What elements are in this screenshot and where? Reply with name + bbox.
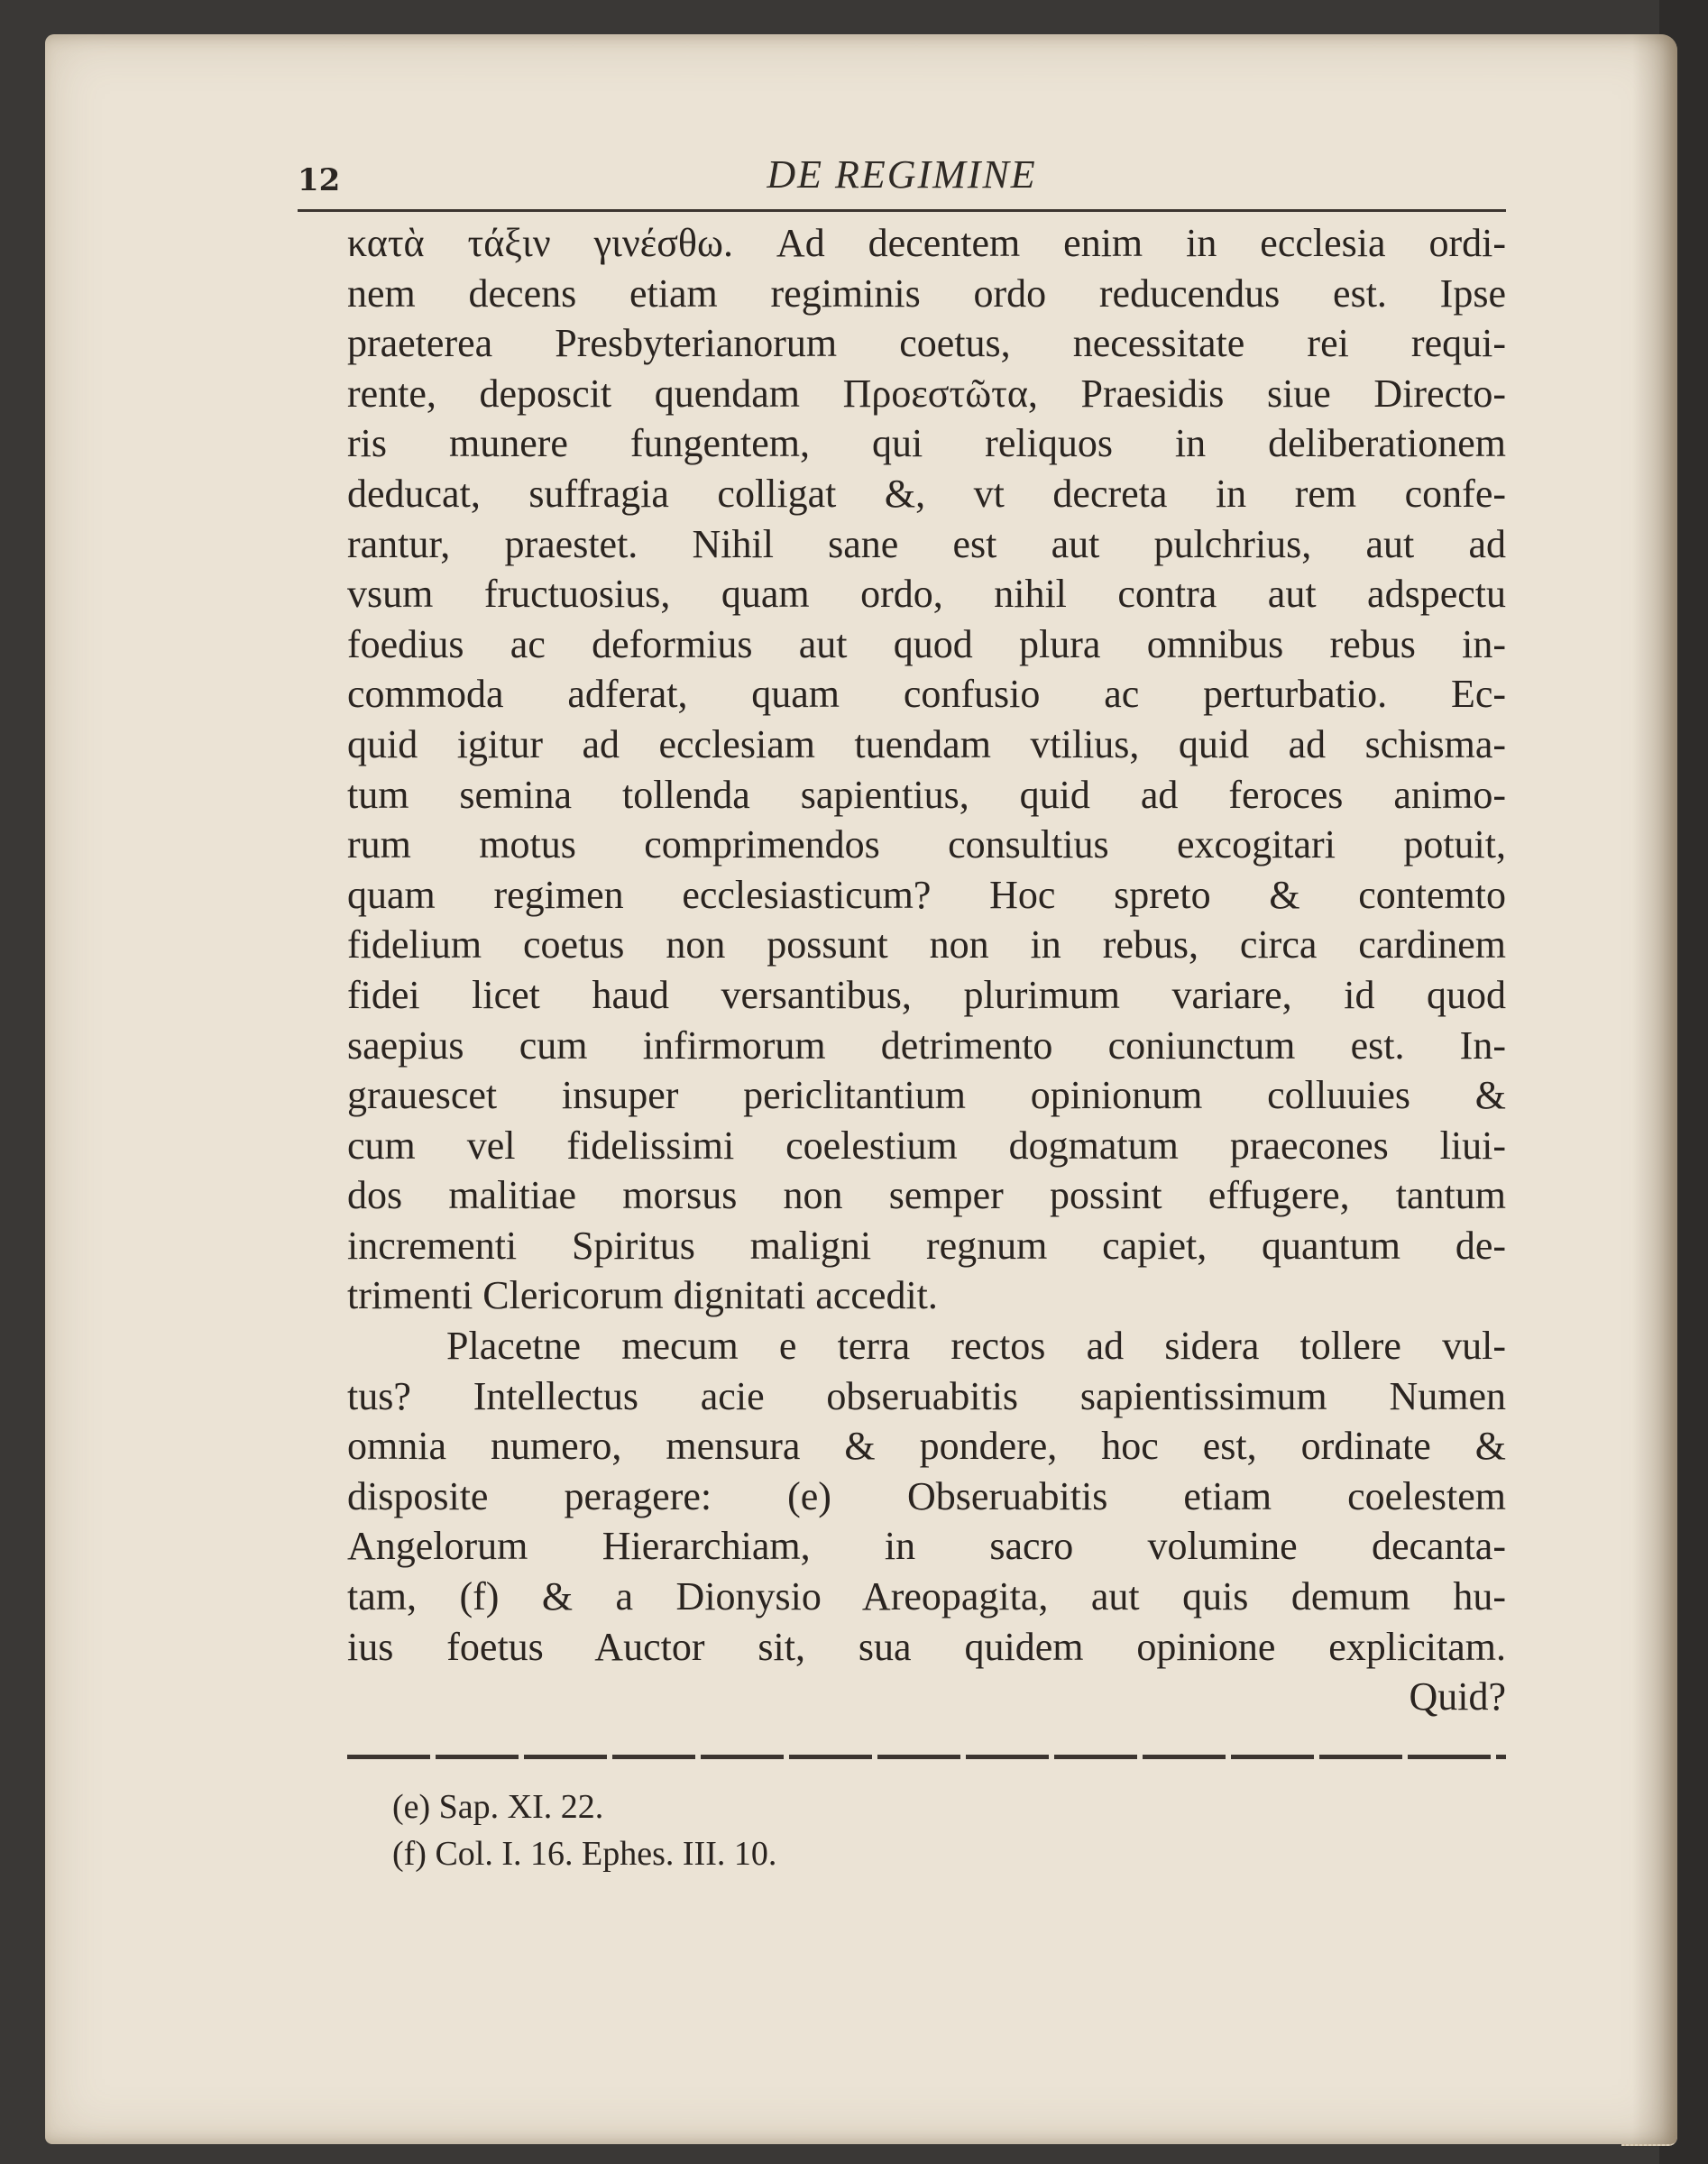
page-number: 12 bbox=[298, 162, 341, 198]
text-line: κατὰ τάξιν γινέσθω. Ad decentem enim in ecclesia ordi- bbox=[347, 221, 1506, 265]
text-line: fidelium coetus non possunt non in rebus, circa cardinem bbox=[347, 922, 1506, 967]
text-line: cum vel fidelissimi coelestium dogmatum praecones liui- bbox=[347, 1123, 1506, 1168]
page-header bbox=[298, 135, 1506, 207]
text-line: rantur, praestet. Nihil sane est aut pulchrius, aut ad bbox=[347, 521, 1506, 566]
text-line: nem decens etiam regiminis ordo reducendus est. Ipse bbox=[347, 270, 1506, 316]
text-line: rum motus comprimendos consultius excogitari potuit, bbox=[347, 822, 1506, 867]
gutter-shadow bbox=[1632, 34, 1677, 2144]
text-line: ius foetus Auctor sit, sua quidem opinione explicitam. bbox=[347, 1624, 1506, 1669]
text-line: Angelorum Hierarchiam, in sacro volumine decanta- bbox=[347, 1524, 1506, 1569]
text-line: incrementi Spiritus maligni regnum capiet, quantum de- bbox=[347, 1223, 1506, 1268]
text-line: vsum fructuosius, quam ordo, nihil contra aut adspectu bbox=[347, 572, 1506, 617]
text-line: rente, deposcit quendam Προεστῶτα, Praesidis siue Directo- bbox=[347, 371, 1506, 416]
text-line: deducat, suffragia colligat &, vt decreta in rem confe- bbox=[347, 471, 1506, 516]
text-line: dos malitiae morsus non semper possint effugere, tantum bbox=[347, 1173, 1506, 1218]
text-line: Placetne mecum e terra rectos ad sidera tollere vul- bbox=[446, 1324, 1506, 1369]
text-line: saepius cum infirmorum detrimento coniunctum est. In- bbox=[347, 1022, 1506, 1068]
text-line: grauescet insuper periclitantium opinionum colluuies & bbox=[347, 1073, 1506, 1118]
text-line: trimenti Clericorum dignitati accedit. bbox=[347, 1273, 938, 1318]
footnotes bbox=[392, 1783, 776, 1877]
catchword: Quid? bbox=[1409, 1674, 1506, 1719]
text-line: quid igitur ad ecclesiam tuendam vtilius, quid ad schisma- bbox=[347, 721, 1506, 766]
text-line: commoda adferat, quam confusio ac perturbatio. Ec- bbox=[347, 672, 1506, 717]
footnote-rule bbox=[347, 1755, 1506, 1759]
text-line: omnia numero, mensura & pondere, hoc est, ordinate & bbox=[347, 1424, 1506, 1469]
text-line: tam, (f) & a Dionysio Areopagita, aut quis demum hu- bbox=[347, 1574, 1506, 1619]
text-line: ris munere fungentem, qui reliquos in deliberationem bbox=[347, 421, 1506, 466]
running-head: DE REGIMINE bbox=[767, 152, 1037, 197]
header-rule bbox=[298, 209, 1506, 212]
text-line: disposite peragere: (e) Obseruabitis etiam coelestem bbox=[347, 1473, 1506, 1518]
text-line: foedius ac deformius aut quod plura omnibus rebus in- bbox=[347, 621, 1506, 666]
text-line: tus? Intellectus acie obseruabitis sapientissimum Numen bbox=[347, 1373, 1506, 1418]
text-line: fidei licet haud versantibus, plurimum variare, id quod bbox=[347, 972, 1506, 1017]
footnote: (f) Col. I. 16. Ephes. III. 10. bbox=[392, 1835, 777, 1873]
text-line: quam regimen ecclesiasticum? Hoc spreto & contemto bbox=[347, 872, 1506, 917]
footnote: (e) Sap. XI. 22. bbox=[392, 1788, 604, 1826]
body-text bbox=[347, 218, 1506, 1722]
text-line: tum semina tollenda sapientius, quid ad feroces animo- bbox=[347, 772, 1506, 817]
text-line: praeterea Presbyterianorum coetus, necessitate rei requi- bbox=[347, 321, 1506, 366]
